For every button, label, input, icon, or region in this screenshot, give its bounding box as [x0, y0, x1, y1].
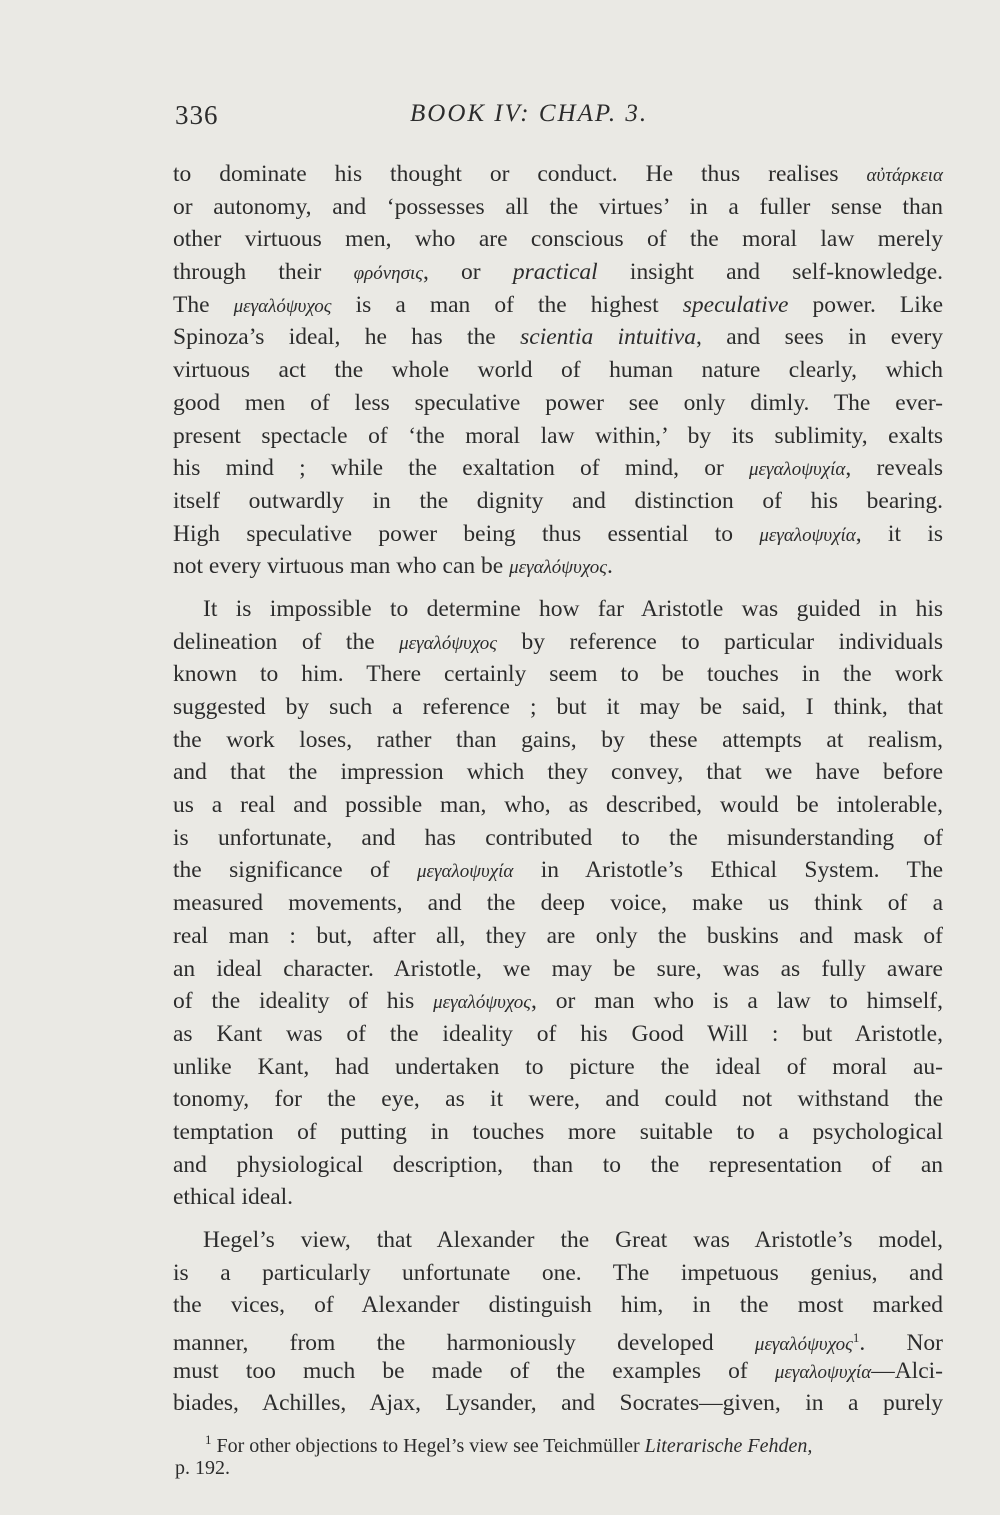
- text-run: present spectacle of ‘the moral law within,’ by its sublimity, exalts: [173, 422, 943, 449]
- text-run: the vices, of Alexander distinguish him, in the most marked: [173, 1292, 943, 1319]
- text-run: suggested by such a reference ; but it may be said, I think, that: [173, 694, 943, 720]
- text-run: is a particularly unfortunate one. The impetuous genius, and: [173, 1259, 943, 1286]
- text-line: [173, 1355, 943, 1388]
- paragraph-gap: [173, 583, 943, 593]
- text-line: [173, 1051, 943, 1084]
- text-line: [173, 452, 943, 485]
- italic-term: scientia intuitiva: [520, 324, 696, 351]
- text-run: tonomy, for the eye, as it were, and could not withstand the: [173, 1086, 943, 1113]
- text-line: [173, 1083, 943, 1116]
- text-line: [173, 485, 943, 518]
- paragraph-gap: [173, 1214, 943, 1224]
- greek-term: μεγαλόψυχος: [233, 295, 332, 317]
- text-run: Hegel’s view, that Alexander the Great was Aristotle’s model,: [203, 1227, 943, 1253]
- footnote-title: Literarische Fehden,: [644, 1435, 813, 1457]
- text-line: [173, 854, 943, 887]
- footnote-text: For other objections to Hegel’s view see Teichmüller: [211, 1435, 645, 1457]
- text-run: , or: [422, 259, 513, 286]
- text-run: biades, Achilles, Ajax, Lysander, and Socrates—given, in a purely: [173, 1390, 943, 1417]
- footnote: [175, 1426, 945, 1482]
- text-run: known to him. There certainly seem to be touches in the work: [173, 661, 943, 688]
- text-line: [173, 289, 943, 322]
- text-run: and physiological description, than to the representation of an: [173, 1151, 943, 1178]
- text-run: power. Like: [788, 291, 943, 318]
- text-run: in Aristotle’s Ethical System. The: [513, 857, 943, 884]
- body-text: [173, 158, 943, 1420]
- text-line: [173, 1181, 943, 1214]
- text-run: delineation of the: [173, 628, 400, 655]
- text-run: through their: [173, 259, 354, 286]
- greek-term: μεγαλόψυχος: [509, 557, 607, 579]
- text-line: [173, 1149, 943, 1182]
- page-number: 336: [175, 100, 219, 130]
- text-line: [173, 658, 943, 691]
- text-line: [173, 626, 943, 659]
- text-line: [173, 191, 943, 224]
- text-run: measured movements, and the deep voice, make us think of a: [173, 890, 943, 917]
- text-run: insight and self-knowledge.: [597, 259, 944, 286]
- text-line: [173, 1257, 943, 1290]
- text-line: [173, 550, 943, 583]
- greek-term: μεγαλοψυχία: [774, 1361, 872, 1383]
- text-run: by reference to particular individuals: [497, 628, 943, 655]
- text-run: —Alci-: [871, 1357, 943, 1384]
- text-run: real man : but, after all, they are only the buskins and mask of: [173, 922, 943, 949]
- greek-term: μεγαλόψυχος: [754, 1334, 853, 1356]
- italic-term: speculative: [682, 291, 789, 318]
- text-run: manner, from the harmoniously developed: [173, 1330, 755, 1357]
- text-line: [173, 1224, 943, 1257]
- text-run: to dominate his thought or conduct. He thus realises: [173, 161, 867, 187]
- text-run: , it is: [855, 520, 943, 547]
- greek-term: μεγαλόψυχος: [433, 992, 532, 1014]
- text-run: It is impossible to determine how far Aristotle was guided in his: [203, 595, 943, 622]
- page-header: [175, 100, 945, 140]
- text-line: [173, 822, 943, 855]
- text-run: as Kant was of the ideality of his Good Will : but Aristotle,: [173, 1020, 943, 1047]
- text-run: his mind ; while the exaltation of mind, or: [173, 455, 750, 482]
- text-run: The: [173, 291, 234, 318]
- text-run: or autonomy, and ‘possesses all the virtues’ in a fuller sense than: [173, 193, 943, 220]
- text-line: [173, 256, 943, 289]
- text-run: , and sees in every: [695, 324, 943, 351]
- text-run: not every virtuous man who can be: [173, 553, 510, 580]
- greek-term: μεγαλόψυχος: [399, 632, 498, 654]
- running-head: BOOK IV: CHAP. 3.: [410, 100, 649, 127]
- text-line: [173, 1018, 943, 1051]
- text-run: an ideal character. Aristotle, we may be sure, was as fully aware: [173, 955, 943, 982]
- italic-term: practical: [512, 259, 598, 286]
- text-line: [173, 387, 943, 420]
- footnote-line: [205, 1426, 945, 1457]
- text-line: [173, 887, 943, 920]
- text-line: [173, 953, 943, 986]
- text-run: . Nor: [859, 1330, 943, 1357]
- text-line: [173, 920, 943, 953]
- text-line: [173, 223, 943, 256]
- text-run: us a real and possible man, who, as described, would be intolerable,: [173, 792, 943, 819]
- text-line: [173, 1387, 943, 1420]
- text-run: must too much be made of the examples of: [173, 1357, 775, 1384]
- text-run: , reveals: [845, 455, 943, 482]
- text-run: Spinoza’s ideal, he has the: [173, 324, 521, 351]
- text-line: [173, 789, 943, 822]
- greek-term: μεγαλοψυχία: [749, 459, 846, 481]
- text-line: [173, 420, 943, 453]
- text-run: ethical ideal.: [173, 1184, 294, 1211]
- text-run: the work loses, rather than gains, by these attempts at realism,: [173, 726, 943, 753]
- text-run: unlike Kant, had undertaken to picture the ideal of moral au-: [173, 1053, 943, 1080]
- text-run: itself outwardly in the dignity and distinction of his bearing.: [173, 487, 943, 514]
- greek-term: φρόνησις: [353, 263, 423, 285]
- text-line: [173, 691, 943, 724]
- text-line: [173, 158, 943, 191]
- text-run: is unfortunate, and has contributed to the misunderstanding of: [173, 824, 943, 851]
- text-line: [173, 321, 943, 354]
- greek-term: αὐτάρκεια: [866, 165, 943, 186]
- footnote-marker: 1: [205, 1432, 212, 1447]
- text-line: [173, 1289, 943, 1322]
- text-run: is a man of the highest: [331, 291, 683, 318]
- footnote-continuation: p. 192.: [175, 1457, 230, 1479]
- text-line: [173, 724, 943, 757]
- text-run: High speculative power being thus essential to: [173, 520, 760, 547]
- greek-term: μεγαλοψυχία: [417, 861, 514, 883]
- text-run: temptation of putting in touches more suitable to a psychological: [173, 1118, 943, 1145]
- text-line: [173, 1322, 943, 1355]
- text-line: [173, 985, 943, 1018]
- text-run: other virtuous men, who are conscious of the moral law merely: [173, 226, 943, 253]
- text-run: virtuous act the whole world of human nature clearly, which: [173, 357, 943, 384]
- text-run: of the ideality of his: [173, 988, 434, 1015]
- text-run: , or man who is a law to himself,: [531, 988, 944, 1015]
- text-run: and that the impression which they convey, that we have before: [173, 759, 943, 786]
- text-line: [173, 1116, 943, 1149]
- text-run: the significance of: [173, 857, 418, 884]
- text-line: [173, 756, 943, 789]
- text-run: .: [607, 553, 613, 580]
- text-line: [173, 593, 943, 626]
- greek-term: μεγαλοψυχία: [759, 524, 856, 546]
- text-line: [173, 354, 943, 387]
- footnote-reference: 1: [852, 1330, 860, 1346]
- text-run: good men of less speculative power see only dimly. The ever-: [173, 389, 943, 416]
- text-line: [173, 518, 943, 551]
